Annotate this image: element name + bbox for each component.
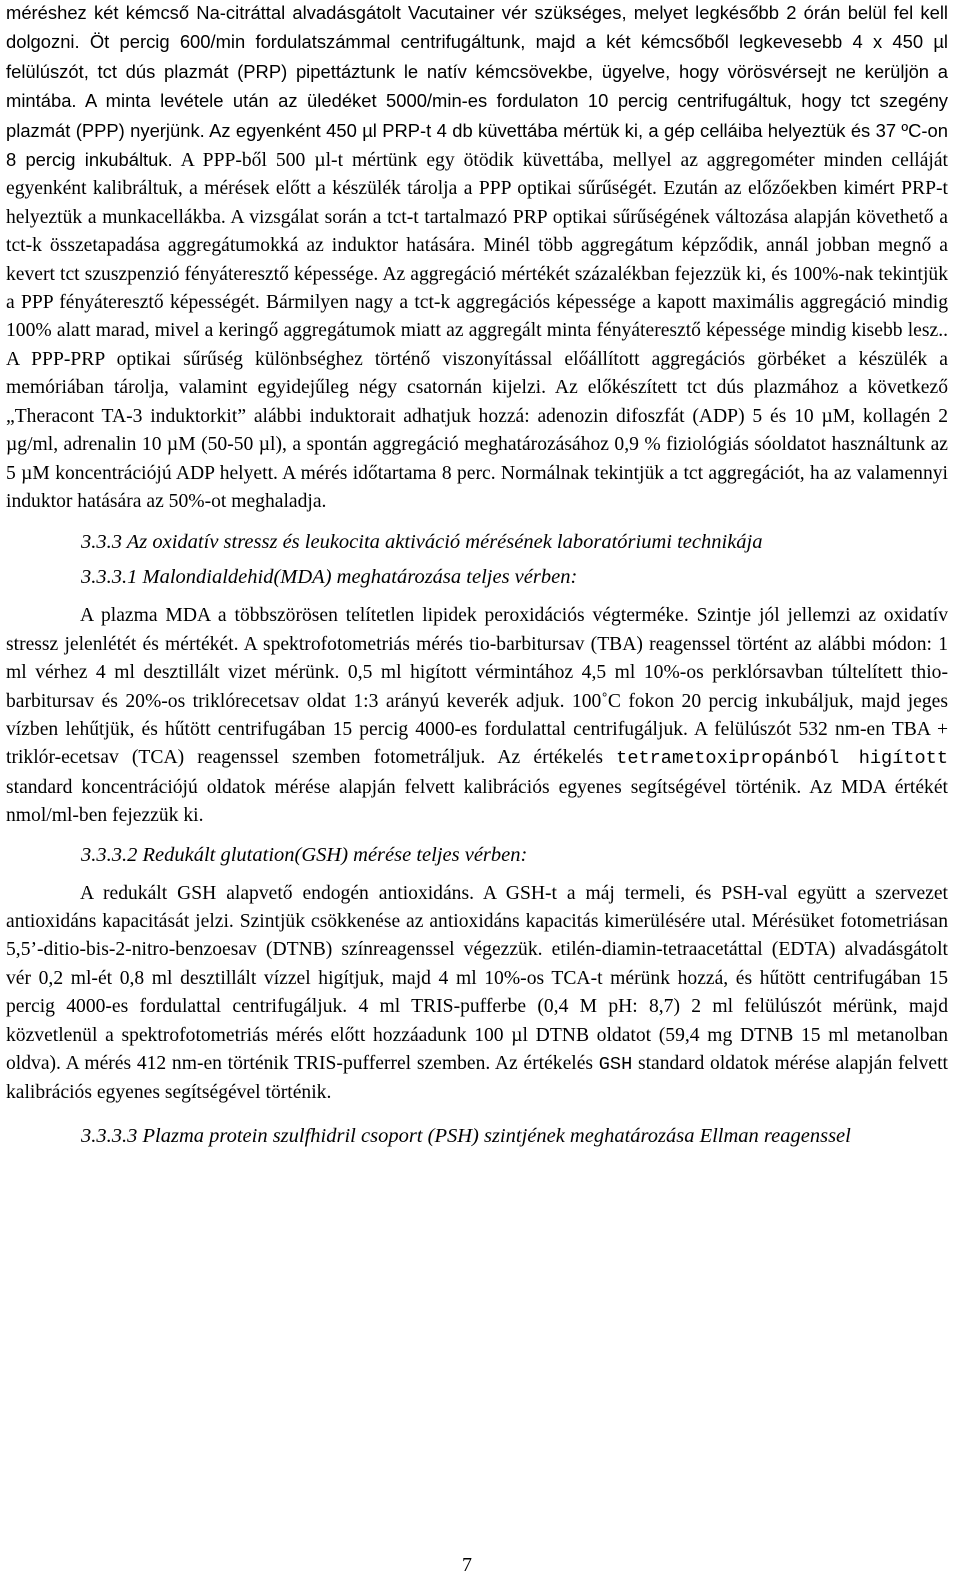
paragraph-gsh-text-2: standard oldatok mérése alapján felvett kalibrációs egyenes segítségével történik. <box>6 1053 948 1104</box>
paragraph-sans-part-2: A minta levétele után az üledéket 5000/min-es fordulaton 10 percig centrifugáltuk, hogy tct szegény plazmát (PPP) nyerjünk. Az egyenként 450 µl PRP-t 4 db küvettába mértük ki, a gép celláiba helyeztük és 37 ºC-on 8 percig inkubáltuk. <box>6 90 948 171</box>
document-page <box>6 0 948 1150</box>
paragraph-mda-text: A plazma MDA a többszörösen telítetlen lipidek peroxidációs végterméke. Szintje jól jellemzi az oxidatív stressz jelenlétét és mértékét. A spektrofotometriás mérés tio-barbitursav (TBA) reagenssel történt az alábbi módon: 1 ml vérhez 4 ml desztillált vizet mérünk. 0,5 ml higított vérmintához 4,5 ml 10%-os perklórsavban túltelített thio-barbitursav és 20%-os triklórecetsav oldat 1:3 arányú keverék adjuk. 100˚C fokon 20 percig inkubáljuk, majd jeges vízben lehűtjük, és hűtött centrifugában 15 percig 4000-es fordulattal centrifugáljuk. A felülúszót 532 nm-en TBA + triklór-ecetsav (TCA) reagenssel szemben fotometráljuk. Az értékelés <box>6 605 948 769</box>
paragraph-platelet-aggregation <box>6 0 948 516</box>
heading-3-3-3-3: 3.3.3.3 Plazma protein szulfhidril csoport (PSH) szintjének meghatározása Ellman reagenssel <box>81 1124 851 1147</box>
heading-3-3-3-1: 3.3.3.1 Malondialdehid(MDA) meghatározása teljes vérben: <box>81 566 578 589</box>
paragraph-mda-text-2: standard koncentrációjú oldatok mérése alapján felvett kalibrációs egyenes segítségével történik. Az MDA értékét nmol/ml-ben fejezzük ki. <box>6 776 948 827</box>
paragraph-gsh-mono: GSH <box>598 1054 633 1075</box>
page-number: 7 <box>462 1554 472 1576</box>
heading-3-3-3-2: 3.3.3.2 Redukált glutation(GSH) mérése teljes vérben: <box>81 843 528 866</box>
paragraph-mda-mono: tetrametoxipropánból higított <box>616 748 948 770</box>
paragraph-sans-part: méréshez két kémcső Na-citráttal alvadásgátolt Vacutainer vér szükséges, melyet legkésőbb 2 órán belül fel kell dolgozni. Öt percig 600/min fordulatszámmal centrifugáltunk, majd a két kémcsőből legkevesebb 4 x 450 µl felülúszót, tct dús plazmát (PRP) pipettáztunk le natív kémcsövekbe, ügyelve, hogy vörösvérsejt ne kerüljön a mintába. <box>6 2 948 112</box>
paragraph-mda <box>6 602 948 830</box>
paragraph-gsh <box>6 880 948 1108</box>
paragraph-serif-part: A PPP-ből 500 µl-t mértünk egy ötödik küvettába, mellyel az aggregométer minden celláját egyenként kalibráltuk, a mérések előtt a készülék tárolja a PPP optikai sűrűségét. Ezután az előzőekben kimért PRP-t helyeztük a munkacellákba. A vizsgálat során a tct-t tartalmazó PRP optikai sűrűségének változása alapján követhető a tct-k összetapadása aggregátumokká az induktor hatására. Minél több aggregátum képződik, annál jobban megnő a kevert tct szuszpenzió fényáteresztő képessége. Az aggregáció mértékét százalékban fejezzük ki, és 100%-nak tekintjük a PPP fényáteresztő képességét. Bármilyen nagy a tct-k aggregációs képessége a kapott maximális aggregáció mindig 100% alatt marad, mivel a keringő aggregátumok miatt az aggregált minta fényáteresztő képessége mindig kisebb lesz.. A PPP-PRP optikai sűrűség különbséghez történő viszonyítással előállított aggregációs görbéket a készülék a memóriában tárolja, valamint egyidejűleg négy csatornán kijelzi. Az előkészített tct dús plazmához a következő „Theracont TA-3 induktorkit” alábbi induktorait adhatjuk hozzá: adenozin difoszfát (ADP) 5 és 10 µM, kollagén 2 µg/ml, adrenalin 10 µM (50-50 µl), a spontán aggregáció meghatározásához 0,9 % fiziológiás sóoldatot használtunk az 5 µM koncentrációjú ADP helyett. A mérés időtartama 8 perc. Normálnak tekintjük a tct aggregációt, ha az valamennyi induktor hatására az 50%-ot meghaladja. <box>6 150 948 512</box>
paragraph-gsh-text: A redukált GSH alapvető endogén antioxidáns. A GSH-t a máj termeli, és PSH-val együtt a szervezet antioxidáns kapacitását jelzi. Szintjük csökkenése az antioxidáns kapacitás kimerülésére utal. Mérésüket fotometriásan 5,5’-ditio-bis-2-nitro-benzoesav (DTNB) színreagenssel végezzük. etilén-diamin-tetraacetáttal (EDTA) alvadásgátolt vér 0,2 ml-ét 0,8 ml desztillált vízzel higítjuk, majd 4 ml 10%-os TCA-t mérünk hozzá, és hűtött centrifugában 15 percig 4000-es fordulattal centrifugáljuk. 4 ml TRIS-pufferbe (0,4 M pH: 8,7) 2 ml felülúszót mérünk, majd közvetlenül a spektrofotometriás mérés előtt hozzáadunk 100 µl DTNB oldatot (59,4 mg DTNB 15 ml metanolban oldva). A mérés 412 nm-en történik TRIS-pufferrel szemben. Az értékelés <box>6 882 948 1074</box>
heading-3-3-3: 3.3.3 Az oxidatív stressz és leukocita aktiváció mérésének laboratóriumi technikája <box>81 531 763 554</box>
